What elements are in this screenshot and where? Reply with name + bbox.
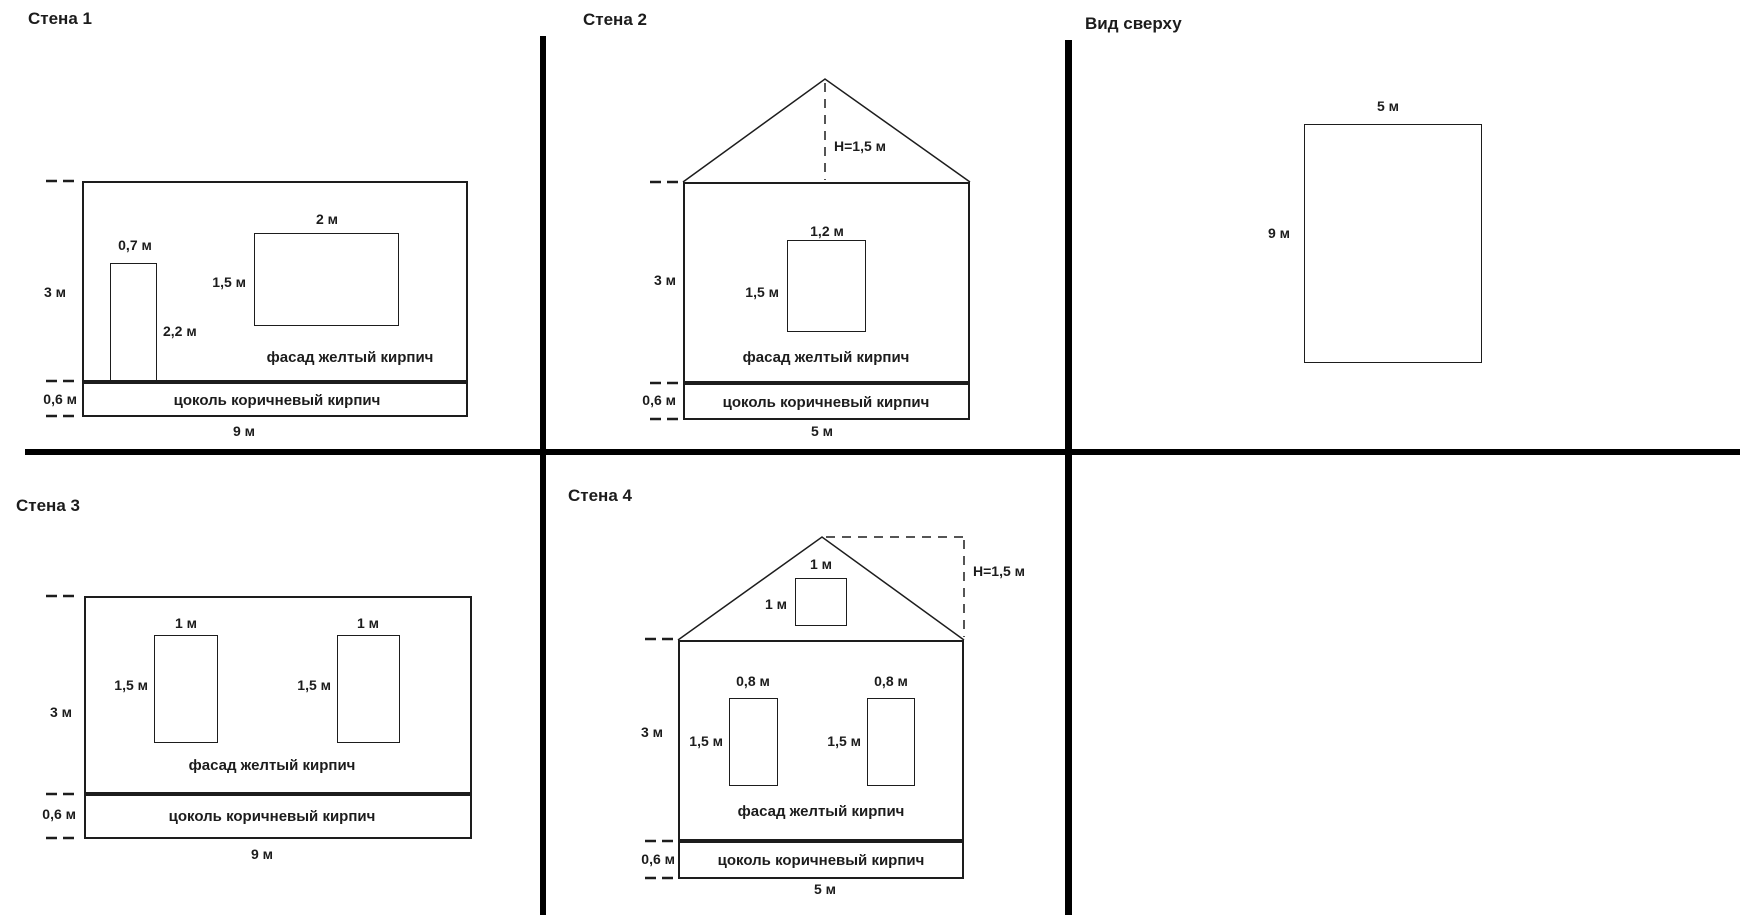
wall2-plinth-height-label: 0,6 м [642,392,676,408]
wall2-window-width-label: 1,2 м [810,223,844,239]
wall1-window-width-label: 2 м [315,211,339,227]
horizontal-divider [25,449,1740,455]
wall2-facade-material-label: фасад желтый кирпич [742,349,910,366]
wall4-window1-width-label: 0,8 м [736,673,770,689]
wall3-window2-width-label: 1 м [356,615,380,631]
top-view-width-label: 5 м [1376,98,1400,114]
wall3-facade-material-label: фасад желтый кирпич [188,757,356,774]
wall1-door-height-label: 2,2 м [163,323,197,339]
wall3-window1-width-label: 1 м [174,615,198,631]
wall4-plinth-material-label: цоколь коричневый кирпич [717,852,925,869]
vertical-divider-1 [540,36,546,915]
wall4-facade-material-label: фасад желтый кирпич [737,803,905,820]
wall3-wall-height-label: 3 м [49,704,72,720]
wall2-wall-height-label: 3 м [653,272,676,288]
wall1-window [254,233,399,326]
wall4-window-2 [867,698,915,786]
wall3-window2-height-label: 1,5 м [297,677,331,693]
wall4-wall-width-label: 5 м [813,881,837,897]
wall3-window-1 [154,635,218,743]
wall4-window2-height-label: 1,5 м [827,733,861,749]
wall4-window2-width-label: 0,8 м [874,673,908,689]
wall1-wall-height-label: 3 м [43,284,66,300]
wall1-facade-material-label: фасад желтый кирпич [266,349,434,366]
wall2-window [787,240,866,332]
wall3-plinth-height-label: 0,6 м [42,806,76,822]
wall3-plinth-material-label: цоколь коричневый кирпич [168,808,376,825]
top-view-depth-label: 9 м [1267,225,1290,241]
wall4-title: Стена 4 [568,486,632,505]
wall2-roof-height-label: H=1,5 м [834,138,886,154]
wall4-gable-window [795,578,847,626]
wall4-wall-height-label: 3 м [640,724,663,740]
wall3-window1-height-label: 1,5 м [114,677,148,693]
wall2-wall-width-label: 5 м [810,423,834,439]
wall2-plinth-material-label: цоколь коричневый кирпич [722,394,930,411]
wall1-title: Стена 1 [28,9,92,28]
wall1-door [110,263,157,382]
top-view-rect [1304,124,1482,363]
wall1-window-height-label: 1,5 м [212,274,246,290]
wall4-window1-height-label: 1,5 м [689,733,723,749]
wall1-door-width-label: 0,7 м [118,237,152,253]
top-view-title: Вид сверху [1085,14,1182,33]
vertical-divider-2 [1065,40,1072,915]
wall4-window-1 [729,698,778,786]
wall2-window-height-label: 1,5 м [745,284,779,300]
wall2-title: Стена 2 [583,10,647,29]
wall4-plinth-height-label: 0,6 м [641,851,675,867]
wall2-roof-outline [683,79,970,182]
wall4-gable-window-height-label: 1 м [764,596,787,612]
wall4-roof-height-label: H=1,5 м [973,563,1025,579]
wall3-window-2 [337,635,400,743]
wall3-wall-width-label: 9 м [250,846,274,862]
wall3-title: Стена 3 [16,496,80,515]
wall1-plinth-material-label: цоколь коричневый кирпич [173,392,381,409]
wall4-gable-window-width-label: 1 м [809,556,833,572]
wall1-plinth-height-label: 0,6 м [43,391,77,407]
wall1-wall-width-label: 9 м [232,423,256,439]
